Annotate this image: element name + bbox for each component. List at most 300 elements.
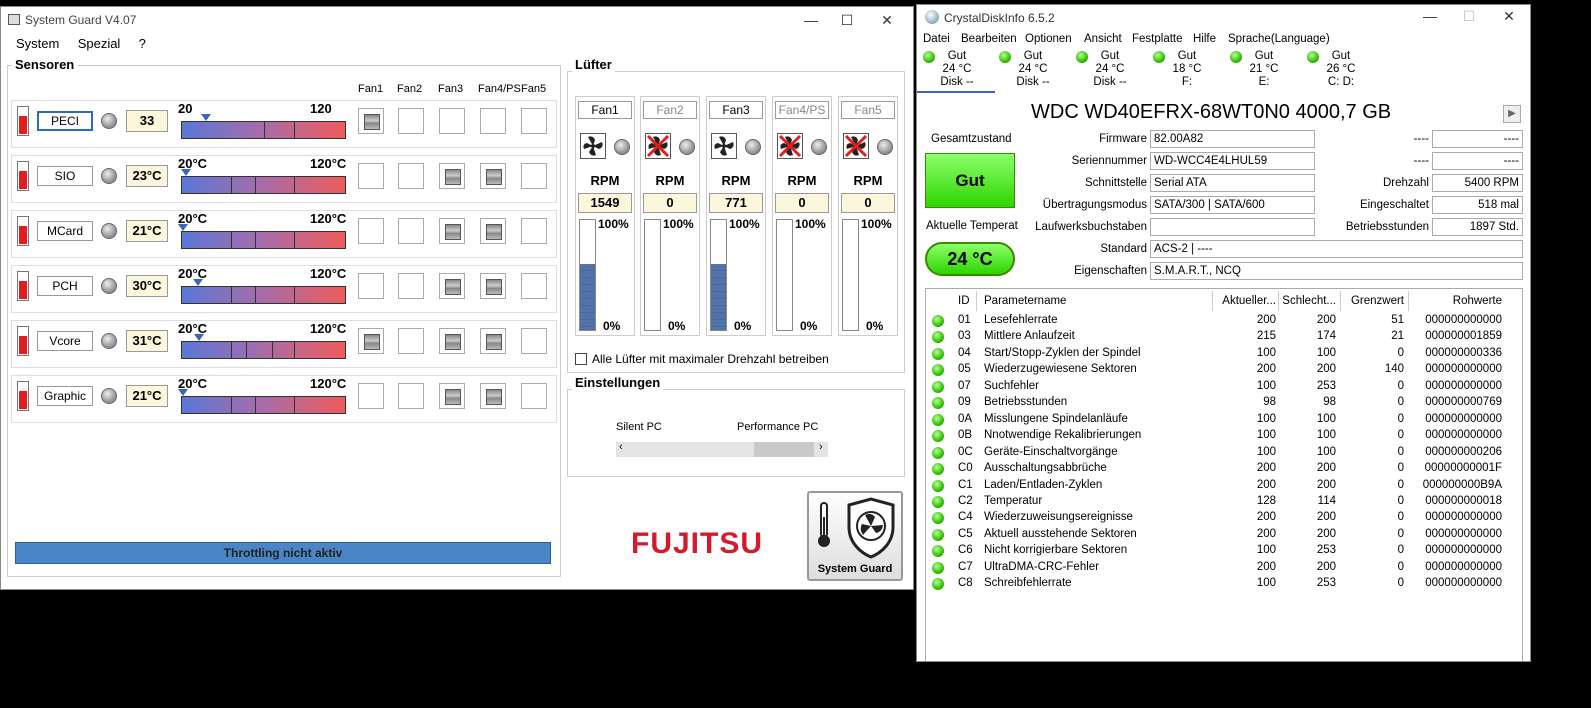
sensor-range-bar bbox=[181, 341, 346, 359]
table-row[interactable] bbox=[926, 346, 1522, 363]
firmware-label: Firmware bbox=[1099, 133, 1147, 145]
disk-tab[interactable] bbox=[1149, 50, 1225, 89]
sensor-name[interactable]: SIO bbox=[37, 166, 93, 186]
fan-status-led bbox=[745, 139, 761, 155]
power-on-count-field: 518 mal bbox=[1432, 196, 1523, 214]
sensor-range-bar bbox=[181, 286, 346, 304]
smart-status-led bbox=[932, 397, 944, 409]
table-row[interactable] bbox=[926, 313, 1522, 330]
smart-status-led bbox=[932, 447, 944, 459]
fan-assign-checkbox[interactable] bbox=[358, 163, 384, 189]
smart-parameter: Misslungene Spindelanläufe bbox=[984, 412, 1128, 425]
fan-assign-checkbox[interactable] bbox=[398, 218, 424, 244]
fan-assign-checkbox[interactable] bbox=[398, 163, 424, 189]
health-status-button[interactable]: Gut bbox=[925, 153, 1015, 208]
sensor-min-label: 20 bbox=[178, 101, 193, 116]
sensor-marker-icon[interactable] bbox=[178, 224, 188, 231]
fan-assign-checkbox[interactable] bbox=[358, 328, 384, 354]
smart-raw: 000000000018 bbox=[1425, 494, 1502, 507]
smart-raw: 000000000000 bbox=[1425, 379, 1502, 392]
temperature-label: Aktuelle Temperat bbox=[926, 220, 1018, 232]
smart-worst: 253 bbox=[1316, 544, 1336, 557]
smart-raw: 000000000000 bbox=[1425, 560, 1502, 573]
smart-parameter: Laden/Entladen-Zyklen bbox=[984, 478, 1103, 491]
fan-assign-checkbox[interactable] bbox=[439, 218, 465, 244]
sensor-marker-icon[interactable] bbox=[178, 389, 188, 396]
smart-worst: 200 bbox=[1316, 363, 1336, 376]
fan-assign-checkbox[interactable] bbox=[521, 163, 547, 189]
minimize-icon[interactable]: — bbox=[1423, 8, 1437, 24]
fan-icon bbox=[580, 133, 606, 159]
rpm-label: RPM bbox=[787, 173, 817, 188]
sensor-row bbox=[11, 100, 557, 148]
table-row[interactable] bbox=[926, 445, 1522, 462]
smart-worst: 98 bbox=[1323, 396, 1336, 409]
fans-title: Lüfter bbox=[572, 57, 615, 72]
disk-health-led bbox=[1076, 51, 1088, 63]
smart-threshold: 0 bbox=[1397, 527, 1404, 540]
smart-status-led bbox=[932, 315, 944, 327]
smart-worst: 100 bbox=[1316, 412, 1336, 425]
sensor-row bbox=[11, 320, 557, 368]
features-field: S.M.A.R.T., NCQ bbox=[1150, 262, 1523, 280]
smart-id: 01 bbox=[958, 314, 971, 326]
fan-assign-checkbox[interactable] bbox=[480, 328, 506, 354]
sensor-row bbox=[11, 210, 557, 258]
sensor-name[interactable]: MCard bbox=[37, 221, 93, 241]
disk-tab-status: Gut bbox=[1100, 50, 1120, 62]
transfer-field: SATA/300 | SATA/600 bbox=[1150, 196, 1315, 214]
slider-right-arrow-icon[interactable]: › bbox=[819, 441, 823, 453]
fan-assign-checkbox[interactable] bbox=[480, 273, 506, 299]
disk-tab-temp: 24 °C bbox=[1095, 63, 1125, 75]
smart-status-led bbox=[932, 348, 944, 360]
smart-raw: 000000000000 bbox=[1425, 412, 1502, 425]
fan-assign-checkbox[interactable] bbox=[521, 273, 547, 299]
system-guard-window bbox=[0, 6, 914, 590]
fan-assign-checkbox[interactable] bbox=[439, 328, 465, 354]
smart-status-led bbox=[932, 512, 944, 524]
smart-status-led bbox=[932, 545, 944, 557]
fan-assign-checkbox[interactable] bbox=[480, 383, 506, 409]
sensor-status-led bbox=[101, 168, 117, 184]
smart-worst: 253 bbox=[1316, 379, 1336, 392]
fan-assign-checkbox[interactable] bbox=[521, 383, 547, 409]
fan-icon bbox=[645, 133, 671, 159]
gauge-max-label: 100% bbox=[598, 217, 629, 231]
gauge-max-label: 100% bbox=[795, 217, 826, 231]
thermometer-icon bbox=[17, 161, 29, 191]
menu-hilfe[interactable]: Hilfe bbox=[1193, 33, 1217, 45]
smart-status-led bbox=[932, 562, 944, 574]
menu-system[interactable]: System bbox=[16, 36, 60, 51]
dash1-field: ---- bbox=[1432, 130, 1523, 148]
smart-parameter: Betriebsstunden bbox=[984, 396, 1068, 409]
sensor-name[interactable]: PECI bbox=[37, 111, 93, 131]
fan-name[interactable]: Fan1 bbox=[578, 101, 632, 119]
fan-assign-checkbox[interactable] bbox=[480, 218, 506, 244]
smart-parameter: Temperatur bbox=[984, 494, 1043, 507]
fan-assign-checkbox[interactable] bbox=[358, 218, 384, 244]
temperature-value: 24 °C bbox=[925, 242, 1015, 276]
drive-letters-field bbox=[1150, 218, 1315, 236]
smart-raw: 000000000000 bbox=[1425, 527, 1502, 540]
close-icon[interactable]: ✕ bbox=[881, 12, 893, 28]
dash1-label: ---- bbox=[1413, 133, 1429, 145]
table-row[interactable] bbox=[926, 478, 1522, 495]
gauge-max-label: 100% bbox=[663, 217, 694, 231]
smart-parameter: Suchfehler bbox=[984, 379, 1039, 392]
sensor-marker-icon[interactable] bbox=[193, 279, 203, 286]
smart-current: 100 bbox=[1256, 577, 1276, 590]
fan-assign-checkbox[interactable] bbox=[521, 108, 547, 134]
profile-slider[interactable] bbox=[616, 442, 828, 457]
thermometer-icon bbox=[17, 106, 29, 136]
smart-raw: 000000000206 bbox=[1425, 445, 1502, 458]
fan-assign-checkbox[interactable] bbox=[358, 108, 384, 134]
smart-status-led bbox=[932, 496, 944, 508]
smart-threshold: 0 bbox=[1397, 445, 1404, 458]
sensor-value: 21°C bbox=[126, 385, 168, 407]
smart-raw: 000000000B9A bbox=[1422, 478, 1502, 491]
col-worst[interactable]: Schlecht... bbox=[1282, 295, 1336, 307]
thermometer-icon bbox=[17, 271, 29, 301]
fan-header-3: Fan3 bbox=[438, 83, 464, 95]
fan-assign-checkbox[interactable] bbox=[398, 383, 424, 409]
smart-id: 04 bbox=[958, 346, 971, 359]
menu-help[interactable]: ? bbox=[138, 36, 146, 51]
maximize-icon[interactable]: ☐ bbox=[1462, 8, 1476, 24]
interface-label: Schnittstelle bbox=[1084, 177, 1147, 189]
disk-tab-status: Gut bbox=[947, 50, 967, 62]
disk-tab[interactable] bbox=[1226, 50, 1302, 89]
smart-raw: 00000000001F bbox=[1424, 462, 1502, 475]
menu-datei[interactable]: Datei bbox=[923, 33, 950, 45]
smart-status-led bbox=[932, 529, 944, 541]
smart-worst: 100 bbox=[1316, 429, 1336, 442]
fan-icon bbox=[777, 133, 803, 159]
disk-health-led bbox=[1307, 51, 1319, 63]
smart-parameter: Lesefehlerrate bbox=[984, 314, 1058, 326]
menu-ansicht[interactable]: Ansicht bbox=[1084, 33, 1122, 45]
fan-rpm-value: 0 bbox=[643, 193, 697, 213]
smart-threshold: 51 bbox=[1391, 314, 1404, 326]
fan-speed-gauge bbox=[644, 219, 661, 331]
firmware-field: 82.00A82 bbox=[1150, 130, 1315, 148]
sensors-title: Sensoren bbox=[12, 57, 77, 72]
smart-id: 07 bbox=[958, 379, 971, 392]
smart-current: 200 bbox=[1256, 363, 1276, 376]
col-threshold[interactable]: Grenzwert bbox=[1350, 295, 1404, 307]
table-row[interactable] bbox=[926, 428, 1522, 445]
sensor-value: 33 bbox=[126, 110, 168, 132]
disk-tab-temp: 24 °C bbox=[942, 63, 972, 75]
fan-speed-gauge bbox=[776, 219, 793, 331]
smart-threshold: 0 bbox=[1397, 511, 1404, 524]
sensor-max-label: 120°C bbox=[310, 156, 347, 171]
disk-health-led bbox=[1153, 51, 1165, 63]
thermometer-icon bbox=[17, 381, 29, 411]
fan-assign-checkbox[interactable] bbox=[521, 218, 547, 244]
smart-parameter: Schreibfehlerrate bbox=[984, 577, 1072, 590]
sensor-name[interactable]: Graphic bbox=[37, 386, 93, 406]
disk-tab[interactable] bbox=[995, 50, 1071, 89]
sensor-row bbox=[11, 375, 557, 423]
fan-name[interactable]: Fan3 bbox=[709, 101, 763, 119]
smart-threshold: 0 bbox=[1397, 412, 1404, 425]
col-parameter[interactable]: Parametername bbox=[984, 295, 1067, 307]
smart-parameter: Wiederzuweisungsereignisse bbox=[984, 511, 1133, 524]
fan-assign-checkbox[interactable] bbox=[358, 383, 384, 409]
smart-parameter: Geräte-Einschaltvorgänge bbox=[984, 445, 1118, 458]
smart-current: 100 bbox=[1256, 429, 1276, 442]
fan-speed-gauge bbox=[579, 219, 596, 331]
fan-name[interactable]: Fan5 bbox=[841, 101, 895, 119]
rpm-label: RPM bbox=[721, 173, 751, 188]
fan-assign-checkbox[interactable] bbox=[439, 108, 465, 134]
fan-assign-checkbox[interactable] bbox=[398, 273, 424, 299]
sensor-marker-icon[interactable] bbox=[181, 169, 191, 176]
sensor-max-label: 120 bbox=[310, 101, 332, 116]
fan-assign-checkbox[interactable] bbox=[439, 163, 465, 189]
sensor-min-label: 20°C bbox=[178, 156, 208, 171]
table-row[interactable] bbox=[926, 576, 1522, 593]
fan-name[interactable]: Fan2 bbox=[643, 101, 697, 119]
smart-threshold: 21 bbox=[1391, 330, 1404, 343]
smart-threshold: 0 bbox=[1397, 379, 1404, 392]
fan-assign-checkbox[interactable] bbox=[398, 108, 424, 134]
fan-assign-checkbox[interactable] bbox=[480, 108, 506, 134]
drive-letters-label: Laufwerksbuchstaben bbox=[1035, 221, 1147, 233]
sensor-max-label: 120°C bbox=[310, 266, 347, 281]
power-on-hours-field: 1897 Std. bbox=[1432, 218, 1523, 236]
disk-tab[interactable] bbox=[1303, 50, 1379, 89]
sensor-max-label: 120°C bbox=[310, 376, 347, 391]
window-title: CrystalDiskInfo 6.5.2 bbox=[944, 11, 1055, 25]
smart-worst: 114 bbox=[1317, 494, 1336, 507]
app-icon bbox=[925, 10, 939, 24]
thermometer-icon bbox=[17, 216, 29, 246]
standard-field: ACS-2 | ---- bbox=[1150, 240, 1523, 258]
smart-parameter: Aktuell ausstehende Sektoren bbox=[984, 527, 1137, 540]
fan-rpm-value: 0 bbox=[841, 193, 895, 213]
sensor-range-bar bbox=[181, 231, 346, 249]
smart-table[interactable] bbox=[925, 288, 1523, 662]
sensor-row bbox=[11, 155, 557, 203]
smart-raw: 000000000000 bbox=[1425, 314, 1502, 326]
gauge-min-label: 0% bbox=[603, 319, 621, 333]
smart-threshold: 0 bbox=[1397, 544, 1404, 557]
disk-tab[interactable] bbox=[1072, 50, 1148, 89]
thermometer-icon bbox=[17, 326, 29, 356]
smart-raw: 000000000000 bbox=[1425, 577, 1502, 590]
smart-current: 128 bbox=[1256, 494, 1276, 507]
table-row[interactable] bbox=[926, 395, 1522, 412]
maximize-icon[interactable]: ☐ bbox=[840, 12, 854, 28]
smart-current: 98 bbox=[1263, 396, 1276, 409]
slider-left-arrow-icon[interactable]: ‹ bbox=[619, 441, 623, 453]
table-row[interactable] bbox=[926, 412, 1522, 429]
rpm-label: RPM bbox=[590, 173, 620, 188]
serial-field: WD-WCC4E4LHUL59 bbox=[1150, 152, 1315, 170]
table-row[interactable] bbox=[926, 560, 1522, 577]
fan-assign-checkbox[interactable] bbox=[480, 163, 506, 189]
smart-worst: 200 bbox=[1316, 478, 1336, 491]
settings-panel bbox=[567, 389, 905, 477]
smart-current: 200 bbox=[1256, 511, 1276, 524]
fan-header-1: Fan1 bbox=[358, 83, 384, 95]
disk-health-led bbox=[1230, 51, 1242, 63]
fan-column bbox=[640, 96, 700, 336]
fan-assign-checkbox[interactable] bbox=[521, 328, 547, 354]
col-id[interactable]: ID bbox=[958, 295, 970, 307]
sensor-value: 30°C bbox=[126, 275, 168, 297]
smart-id: 0B bbox=[958, 429, 973, 442]
fan-name[interactable]: Fan4/PS bbox=[775, 101, 829, 119]
smart-status-led bbox=[932, 430, 944, 442]
table-row[interactable] bbox=[926, 329, 1522, 346]
sensor-min-label: 20°C bbox=[178, 211, 208, 226]
title-bar bbox=[1, 7, 913, 33]
menu-spezial[interactable]: Spezial bbox=[77, 36, 121, 51]
fan-speed-gauge bbox=[710, 219, 727, 331]
smart-raw: 000000000769 bbox=[1425, 396, 1502, 409]
sensor-status-led bbox=[101, 333, 117, 349]
smart-worst: 200 bbox=[1316, 560, 1336, 573]
sensor-value: 21°C bbox=[126, 220, 168, 242]
sensor-name[interactable]: PCH bbox=[37, 276, 93, 296]
smart-id: C0 bbox=[958, 462, 973, 475]
menu-festplatte[interactable]: Festplatte bbox=[1132, 33, 1183, 45]
table-row[interactable] bbox=[926, 494, 1522, 511]
system-guard-button-label: System Guard bbox=[817, 563, 893, 575]
settings-title: Einstellungen bbox=[572, 375, 663, 390]
sensor-min-label: 20°C bbox=[178, 376, 208, 391]
fan-speed-fill bbox=[711, 264, 726, 330]
smart-status-led bbox=[932, 331, 944, 343]
minimize-icon[interactable]: — bbox=[804, 12, 818, 28]
sensor-status-led bbox=[101, 223, 117, 239]
smart-threshold: 0 bbox=[1397, 478, 1404, 491]
disk-tab-label: C: D: bbox=[1327, 76, 1355, 88]
disk-tab-status: Gut bbox=[1254, 50, 1274, 62]
fan-assign-checkbox[interactable] bbox=[439, 383, 465, 409]
fan-column bbox=[772, 96, 832, 336]
fan-column bbox=[575, 96, 635, 336]
smart-id: 0A bbox=[958, 412, 973, 425]
smart-id: C1 bbox=[958, 478, 973, 491]
disk-tab-temp: 24 °C bbox=[1018, 63, 1048, 75]
rpm-label: RPM bbox=[655, 173, 685, 188]
gauge-min-label: 0% bbox=[866, 319, 884, 333]
gauge-min-label: 0% bbox=[668, 319, 686, 333]
next-disk-icon[interactable]: ▶ bbox=[1503, 105, 1521, 123]
disk-tab-label: F: bbox=[1181, 76, 1193, 88]
disk-tab-temp: 21 °C bbox=[1249, 63, 1279, 75]
dash2-field: ---- bbox=[1432, 152, 1523, 170]
smart-id: C7 bbox=[958, 560, 973, 573]
power-on-hours-label: Betriebsstunden bbox=[1345, 221, 1429, 233]
smart-raw: 000000000000 bbox=[1425, 363, 1502, 376]
crystaldiskinfo-window bbox=[916, 4, 1531, 662]
smart-status-led bbox=[932, 480, 944, 492]
smart-threshold: 0 bbox=[1397, 577, 1404, 590]
system-guard-button[interactable] bbox=[807, 491, 903, 581]
sensor-row bbox=[11, 265, 557, 313]
serial-label: Seriennummer bbox=[1071, 155, 1147, 167]
gauge-min-label: 0% bbox=[800, 319, 818, 333]
close-icon[interactable]: ✕ bbox=[1503, 8, 1515, 24]
table-row[interactable] bbox=[926, 362, 1522, 379]
fan-status-led bbox=[877, 139, 893, 155]
sensor-value: 31°C bbox=[126, 330, 168, 352]
smart-status-led bbox=[932, 463, 944, 475]
gauge-min-label: 0% bbox=[734, 319, 752, 333]
slider-thumb[interactable] bbox=[754, 442, 814, 457]
fan-header-4: Fan4/PS bbox=[478, 83, 521, 95]
menu-bearbeiten[interactable]: Bearbeiten bbox=[961, 33, 1017, 45]
disk-tab[interactable] bbox=[919, 50, 995, 89]
disk-tab-status: Gut bbox=[1023, 50, 1043, 62]
fujitsu-logo: FUJITSU bbox=[631, 527, 764, 560]
col-current[interactable]: Aktueller... bbox=[1222, 295, 1276, 307]
fan-icon bbox=[843, 133, 869, 159]
smart-worst: 100 bbox=[1316, 445, 1336, 458]
window-title: System Guard V4.07 bbox=[25, 13, 137, 27]
fan-column bbox=[706, 96, 766, 336]
sensor-status-led bbox=[101, 113, 117, 129]
smart-current: 200 bbox=[1256, 314, 1276, 326]
health-label: Gesamtzustand bbox=[931, 133, 1012, 145]
table-row[interactable] bbox=[926, 510, 1522, 527]
fan-assign-checkbox[interactable] bbox=[398, 328, 424, 354]
disk-tab-label: E: bbox=[1258, 76, 1270, 88]
max-fan-checkbox[interactable] bbox=[575, 353, 587, 365]
table-row[interactable] bbox=[926, 379, 1522, 396]
gauge-max-label: 100% bbox=[729, 217, 760, 231]
smart-parameter: Nnotwendige Rekalibrierungen bbox=[984, 429, 1142, 442]
throttling-status: Throttling nicht aktiv bbox=[15, 542, 551, 564]
fan-speed-gauge bbox=[842, 219, 859, 331]
fan-assign-checkbox[interactable] bbox=[439, 273, 465, 299]
sensor-marker-icon[interactable] bbox=[194, 334, 204, 341]
disk-tab-label: Disk -- bbox=[1093, 76, 1127, 88]
menu-language[interactable]: Sprache(Language) bbox=[1228, 33, 1330, 45]
smart-parameter: Mittlere Anlaufzeit bbox=[984, 330, 1075, 343]
smart-parameter: Nicht korrigierbare Sektoren bbox=[984, 544, 1128, 557]
sensor-status-led bbox=[101, 388, 117, 404]
disk-tab-status: Gut bbox=[1177, 50, 1197, 62]
disk-tab-label: Disk -- bbox=[940, 76, 974, 88]
fan-rpm-value: 771 bbox=[709, 193, 763, 213]
sensor-marker-icon[interactable] bbox=[201, 114, 211, 121]
table-row[interactable] bbox=[926, 527, 1522, 544]
smart-worst: 174 bbox=[1316, 330, 1336, 343]
table-row[interactable] bbox=[926, 461, 1522, 478]
smart-id: C6 bbox=[958, 544, 973, 557]
table-row[interactable] bbox=[926, 543, 1522, 560]
smart-id: C5 bbox=[958, 527, 973, 540]
smart-current: 200 bbox=[1256, 560, 1276, 573]
sensor-value: 23°C bbox=[126, 165, 168, 187]
menu-bar bbox=[1, 35, 146, 55]
sensor-name[interactable]: Vcore bbox=[37, 331, 93, 351]
fan-assign-checkbox[interactable] bbox=[358, 273, 384, 299]
col-raw[interactable]: Rohwerte bbox=[1452, 295, 1502, 307]
dash2-label: ---- bbox=[1413, 155, 1429, 167]
fan-column bbox=[838, 96, 898, 336]
menu-optionen[interactable]: Optionen bbox=[1025, 33, 1072, 45]
